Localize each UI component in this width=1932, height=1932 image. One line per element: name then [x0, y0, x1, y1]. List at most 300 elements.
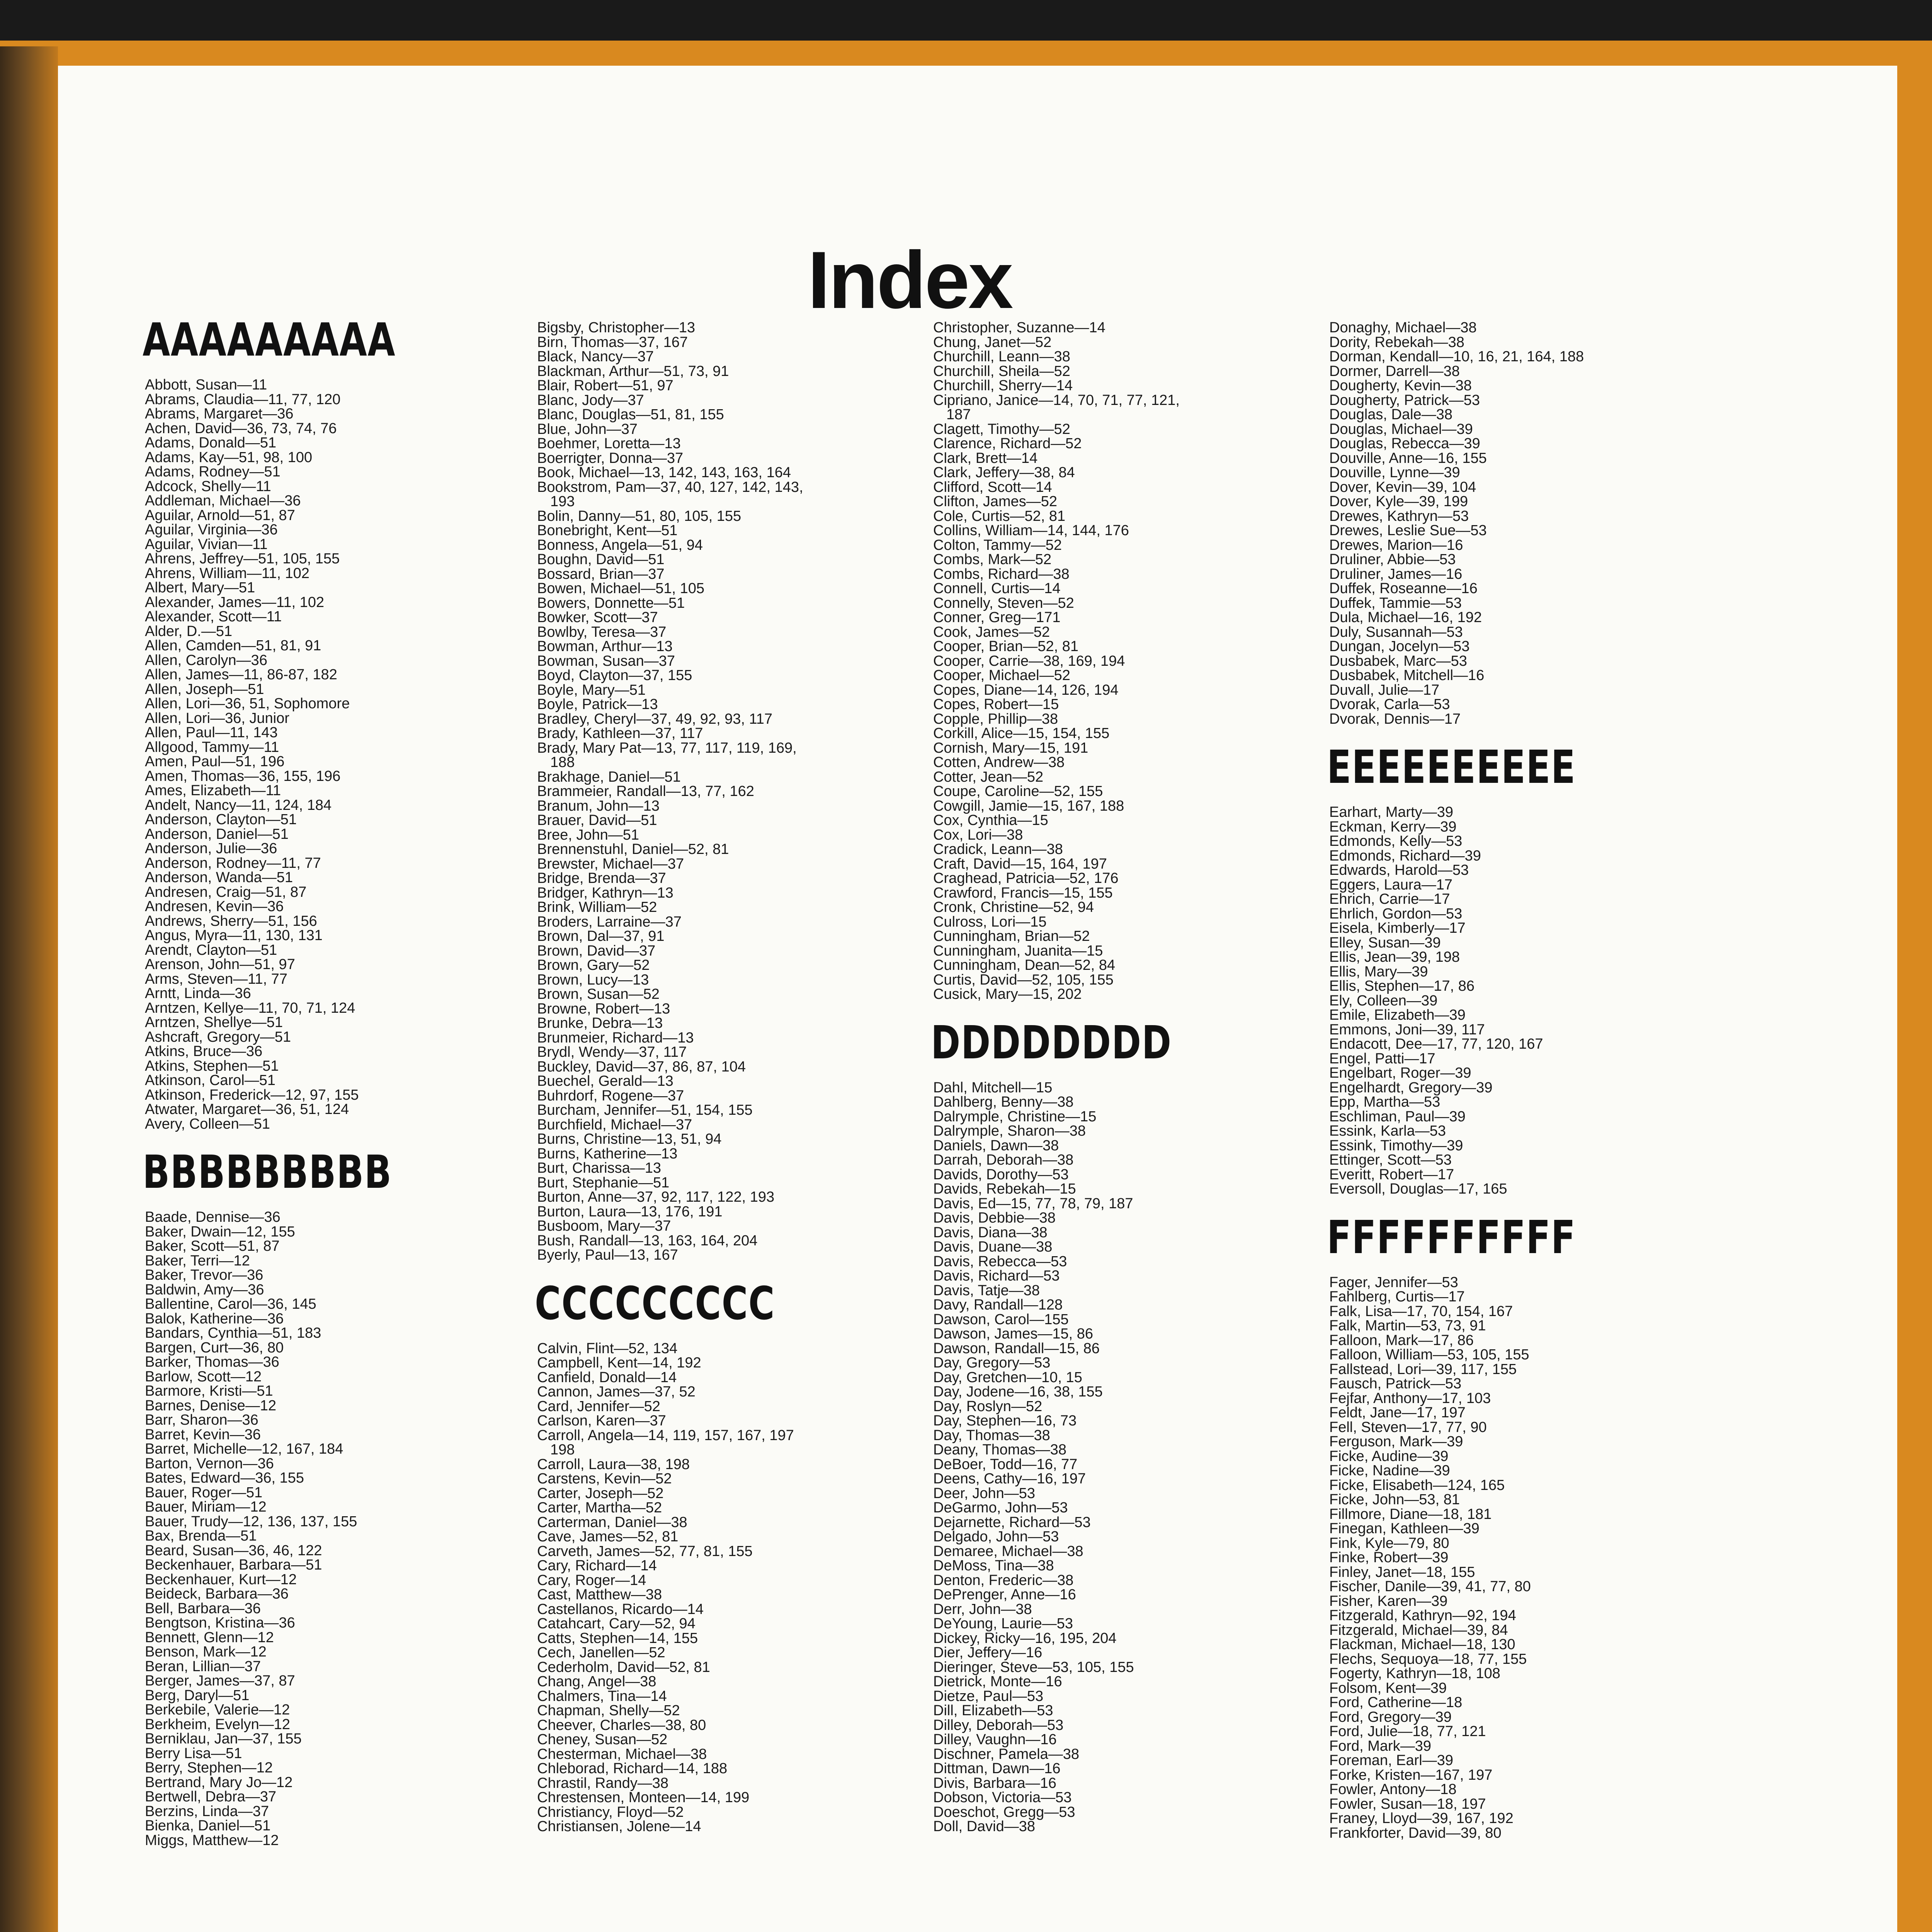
index-entry: Catahcart, Cary—52, 94: [537, 1616, 696, 1632]
index-entry: Christiansen, Jolene—14: [537, 1818, 701, 1835]
index-entry: Baker, Terri—12: [145, 1252, 250, 1269]
index-entry: DeMoss, Tina—38: [933, 1558, 1054, 1574]
index-entry: Chrastil, Randy—38: [537, 1775, 669, 1791]
index-entry: Brown, Gary—52: [537, 957, 650, 973]
index-entry: Fager, Jennifer—53: [1329, 1274, 1458, 1291]
index-entry: Boyle, Patrick—13: [537, 696, 658, 713]
section-c-entries: [537, 1342, 923, 1834]
index-entry: Crawford, Francis—15, 155: [933, 884, 1113, 901]
index-entry: Duvall, Julie—17: [1329, 682, 1440, 698]
index-entry: Andresen, Kevin—36: [145, 898, 284, 915]
index-entry: Beran, Lillian—37: [145, 1658, 261, 1675]
index-entry: Balok, Katherine—36: [145, 1310, 284, 1327]
index-entry: Adams, Donald—51: [145, 435, 277, 451]
index-entry: Amen, Thomas—36, 155, 196: [145, 768, 341, 784]
index-entry: Abrams, Claudia—11, 77, 120: [145, 391, 341, 408]
index-entry: Ames, Elizabeth—11: [145, 782, 281, 799]
index-entry: Cotter, Jean—52: [933, 769, 1044, 785]
index-entry: Brady, Mary Pat—13, 77, 117, 119, 169,: [537, 740, 797, 756]
index-entry: Ballentine, Carol—36, 145: [145, 1296, 316, 1312]
index-entry: Allen, Lori—36, Junior: [145, 710, 289, 726]
index-entry: Connell, Curtis—14: [933, 580, 1061, 597]
index-entry: Clark, Jeffery—38, 84: [933, 464, 1075, 481]
index-entry: Atwater, Margaret—36, 51, 124: [145, 1101, 349, 1117]
index-entry: Boyd, Clayton—37, 155: [537, 667, 692, 684]
index-entry: Engelhardt, Gregory—39: [1329, 1079, 1493, 1096]
index-entry: Adams, Kay—51, 98, 100: [145, 449, 313, 466]
index-entry: Burns, Katherine—13: [537, 1145, 678, 1162]
index-entry: Brown, David—37: [537, 942, 656, 959]
index-entry: Douville, Anne—16, 155: [1329, 450, 1487, 466]
index-entry: Druliner, Abbie—53: [1329, 551, 1456, 568]
index-entry: 198: [550, 1442, 575, 1458]
index-entry: Dieringer, Steve—53, 105, 155: [933, 1659, 1134, 1675]
index-entry: Donaghy, Michael—38: [1329, 320, 1477, 336]
index-entry: Baade, Dennise—36: [145, 1209, 281, 1225]
index-entry: Brunmeier, Richard—13: [537, 1029, 694, 1046]
index-entry: Brown, Susan—52: [537, 986, 660, 1002]
index-entry: Brauer, David—51: [537, 812, 657, 828]
index-entry: Barlow, Scott—12: [145, 1368, 262, 1385]
index-entry: Foreman, Earl—39: [1329, 1752, 1454, 1769]
index-entry: Ficke, Nadine—39: [1329, 1463, 1450, 1479]
index-entry: Fell, Steven—17, 77, 90: [1329, 1419, 1487, 1435]
index-entry: Bienka, Daniel—51: [145, 1818, 271, 1834]
index-entry: Blanc, Douglas—51, 81, 155: [537, 406, 724, 423]
index-entry: Dover, Kevin—39, 104: [1329, 479, 1476, 495]
index-entry: Epp, Martha—53: [1329, 1094, 1440, 1110]
index-entry: Cederholm, David—52, 81: [537, 1659, 710, 1675]
index-entry: Dilley, Vaughn—16: [933, 1731, 1057, 1748]
index-entry: Edmonds, Richard—39: [1329, 847, 1481, 864]
index-entry: Cave, James—52, 81: [537, 1529, 679, 1545]
index-entry: Ellis, Stephen—17, 86: [1329, 978, 1475, 994]
index-entry: Davis, Diana—38: [933, 1224, 1048, 1241]
index-entry: Cheney, Susan—52: [537, 1731, 668, 1748]
index-entry: Day, Jodene—16, 38, 155: [933, 1384, 1103, 1400]
index-entry: Ettinger, Scott—53: [1329, 1152, 1452, 1168]
index-entry: Beideck, Barbara—36: [145, 1586, 289, 1602]
index-entry: Fitzgerald, Kathryn—92, 194: [1329, 1607, 1516, 1624]
index-entry: Druliner, James—16: [1329, 566, 1463, 582]
index-entry: Brown, Dal—37, 91: [537, 928, 665, 944]
index-entry: Aguilar, Vivian—11: [145, 536, 268, 553]
index-entry: Brakhage, Daniel—51: [537, 769, 681, 785]
index-entry: Dill, Elizabeth—53: [933, 1702, 1053, 1719]
index-entry: Day, Roslyn—52: [933, 1398, 1043, 1415]
index-entry: Amen, Paul—51, 196: [145, 753, 285, 770]
index-entry: Dahl, Mitchell—15: [933, 1079, 1053, 1096]
index-entry: Carroll, Angela—14, 119, 157, 167, 197: [537, 1427, 794, 1444]
index-entry: Bigsby, Christopher—13: [537, 320, 696, 336]
index-entry: Collins, William—14, 144, 176: [933, 522, 1129, 539]
index-entry: Beckenhauer, Kurt—12: [145, 1571, 297, 1588]
index-entry: Andresen, Craig—51, 87: [145, 884, 307, 900]
index-entry: Engelbart, Roger—39: [1329, 1065, 1471, 1081]
index-entry: Cusick, Mary—15, 202: [933, 986, 1082, 1002]
index-entry: Day, Thomas—38: [933, 1427, 1050, 1444]
index-entry: Craft, David—15, 164, 197: [933, 855, 1107, 872]
index-entry: Doeschot, Gregg—53: [933, 1804, 1075, 1820]
index-entry: Colton, Tammy—52: [933, 537, 1062, 553]
index-column-4: [1329, 321, 1716, 1840]
index-entry: Blackman, Arthur—51, 73, 91: [537, 363, 729, 379]
index-entry: Copes, Robert—15: [933, 696, 1059, 713]
index-entry: Allen, Carolyn—36: [145, 652, 267, 668]
index-entry: Ehrlich, Gordon—53: [1329, 905, 1463, 922]
index-entry: Arntzen, Shellye—51: [145, 1014, 283, 1031]
index-entry: Adams, Rodney—51: [145, 464, 281, 480]
index-entry: Fink, Kyle—79, 80: [1329, 1535, 1449, 1551]
index-entry: Chapman, Shelly—52: [537, 1702, 680, 1719]
index-entry: Burt, Charissa—13: [537, 1160, 662, 1176]
index-entry: Fogerty, Kathryn—18, 108: [1329, 1665, 1500, 1682]
index-entry: Chalmers, Tina—14: [537, 1688, 667, 1704]
index-entry: Bowlby, Teresa—37: [537, 624, 667, 640]
section-f-entries: [1329, 1276, 1716, 1841]
index-entry: Bertrand, Mary Jo—12: [145, 1774, 293, 1791]
index-entry: Arenson, John—51, 97: [145, 956, 295, 973]
index-entry: Addleman, Michael—36: [145, 493, 301, 509]
index-entry: Flackman, Michael—18, 130: [1329, 1636, 1515, 1653]
index-entry: Ahrens, William—11, 102: [145, 565, 310, 582]
index-entry: Bengtson, Kristina—36: [145, 1615, 295, 1631]
index-entry: Finegan, Kathleen—39: [1329, 1520, 1480, 1537]
index-entry: Fausch, Patrick—53: [1329, 1376, 1462, 1392]
index-entry: Duffek, Roseanne—16: [1329, 580, 1478, 597]
index-entry: Bandars, Cynthia—51, 183: [145, 1325, 321, 1341]
index-entry: Cook, James—52: [933, 624, 1050, 640]
index-entry: Andelt, Nancy—11, 124, 184: [145, 797, 332, 813]
index-entry: Cowgill, Jamie—15, 167, 188: [933, 798, 1124, 814]
index-entry: Davis, Ed—15, 77, 78, 79, 187: [933, 1195, 1133, 1212]
index-entry: Dawson, Carol—155: [933, 1311, 1069, 1328]
index-entry: Brydl, Wendy—37, 117: [537, 1044, 687, 1060]
index-entry: Ellis, Mary—39: [1329, 963, 1428, 980]
index-entry: Christiancy, Floyd—52: [537, 1804, 684, 1820]
index-entry: Falloon, Mark—17, 86: [1329, 1332, 1474, 1349]
index-entry: Dalrymple, Sharon—38: [933, 1123, 1086, 1139]
index-entry: Edmonds, Kelly—53: [1329, 833, 1463, 849]
index-entry: Cole, Curtis—52, 81: [933, 508, 1066, 524]
section-heading-e: EEEEEEEEEE: [1327, 744, 1576, 790]
index-entry: Burcham, Jennifer—51, 154, 155: [537, 1102, 753, 1118]
index-entry: Burt, Stephanie—51: [537, 1174, 670, 1191]
index-entry: Davids, Dorothy—53: [933, 1166, 1069, 1183]
index-entry: Dahlberg, Benny—38: [933, 1094, 1074, 1110]
index-entry: Carlson, Karen—37: [537, 1413, 666, 1429]
index-entry: Burchfield, Michael—37: [537, 1116, 692, 1133]
index-entry: Fahlberg, Curtis—17: [1329, 1289, 1465, 1305]
index-entry: Daniels, Dawn—38: [933, 1137, 1059, 1154]
index-entry: Davis, Tatje—38: [933, 1282, 1040, 1299]
index-entry: Dougherty, Kevin—38: [1329, 378, 1472, 394]
index-entry: Brammeier, Randall—13, 77, 162: [537, 783, 754, 799]
index-entry: Cunningham, Juanita—15: [933, 942, 1103, 959]
index-entry: Berkebile, Valerie—12: [145, 1702, 290, 1718]
index-entry: Bowman, Susan—37: [537, 653, 675, 669]
index-entry: Folsom, Kent—39: [1329, 1680, 1447, 1696]
index-entry: Eggers, Laura—17: [1329, 876, 1452, 893]
index-entry: Adcock, Shelly—11: [145, 478, 271, 495]
index-entry: Dority, Rebekah—38: [1329, 334, 1464, 350]
index-entry: Bennett, Glenn—12: [145, 1629, 274, 1646]
index-entry: Byerly, Paul—13, 167: [537, 1247, 678, 1263]
index-entry: Abrams, Margaret—36: [145, 406, 294, 422]
index-entry: Bush, Randall—13, 163, 164, 204: [537, 1232, 758, 1249]
index-entry: Cheever, Charles—38, 80: [537, 1717, 706, 1733]
index-entry: Falloon, William—53, 105, 155: [1329, 1347, 1529, 1363]
index-entry: Essink, Karla—53: [1329, 1123, 1446, 1139]
index-entry: Baker, Dwain—12, 155: [145, 1223, 295, 1240]
index-entry: Drewes, Marion—16: [1329, 537, 1463, 553]
index-entry: Catts, Stephen—14, 155: [537, 1630, 698, 1646]
index-entry: Bertwell, Debra—37: [145, 1789, 277, 1805]
index-entry: Douglas, Michael—39: [1329, 421, 1473, 437]
index-entry: Campbell, Kent—14, 192: [537, 1355, 701, 1371]
index-entry: Duffek, Tammie—53: [1329, 595, 1462, 611]
index-entry: Berniklau, Jan—37, 155: [145, 1731, 302, 1747]
index-entry: Falk, Lisa—17, 70, 154, 167: [1329, 1303, 1513, 1320]
index-entry: Dvorak, Carla—53: [1329, 696, 1450, 713]
index-entry: Beard, Susan—36, 46, 122: [145, 1542, 322, 1559]
index-entry: Burton, Anne—37, 92, 117, 122, 193: [537, 1189, 775, 1205]
index-entry: Barr, Sharon—36: [145, 1412, 259, 1428]
index-entry: Fillmore, Diane—18, 181: [1329, 1506, 1492, 1522]
index-entry: Cotten, Andrew—38: [933, 754, 1065, 770]
index-entry: Barton, Vernon—36: [145, 1455, 274, 1472]
index-entry: Baldwin, Amy—36: [145, 1281, 264, 1298]
index-entry: Divis, Barbara—16: [933, 1775, 1056, 1791]
index-entry: Bridge, Brenda—37: [537, 870, 666, 886]
index-entry: Dobson, Victoria—53: [933, 1789, 1072, 1806]
index-entry: Davis, Duane—38: [933, 1239, 1053, 1255]
book-spine: [0, 46, 58, 1932]
index-entry: Flechs, Sequoya—18, 77, 155: [1329, 1651, 1527, 1667]
index-entry: Bookstrom, Pam—37, 40, 127, 142, 143,: [537, 479, 803, 495]
index-entry: Fejfar, Anthony—17, 103: [1329, 1390, 1491, 1406]
index-entry: Chesterman, Michael—38: [537, 1746, 707, 1762]
index-entry: Dusbabek, Marc—53: [1329, 653, 1467, 669]
index-entry: Bridger, Kathryn—13: [537, 884, 673, 901]
index-entry: Bonness, Angela—51, 94: [537, 537, 703, 553]
index-entry: Anderson, Daniel—51: [145, 826, 289, 842]
index-entry: Dittman, Dawn—16: [933, 1760, 1061, 1777]
index-entry: Copes, Diane—14, 126, 194: [933, 682, 1119, 698]
section-d-entries: [933, 1081, 1320, 1834]
section-a-entries: [145, 378, 531, 1131]
index-entry: Bax, Brenda—51: [145, 1528, 257, 1544]
index-entry: Allen, James—11, 86-87, 182: [145, 667, 337, 683]
index-entry: Allen, Paul—11, 143: [145, 724, 278, 741]
section-heading-c: CCCCCCCCC: [535, 1280, 775, 1326]
index-entry: Ashcraft, Gregory—51: [145, 1029, 291, 1045]
index-entry: Bauer, Trudy—12, 136, 137, 155: [145, 1513, 357, 1530]
index-entry: Dischner, Pamela—38: [933, 1746, 1080, 1762]
index-column-3: [933, 321, 1320, 1834]
index-entry: Ficke, Audine—39: [1329, 1448, 1449, 1464]
index-entry: Browne, Robert—13: [537, 1000, 670, 1017]
index-entry: Brink, William—52: [537, 899, 657, 915]
index-entry: Drewes, Kathryn—53: [1329, 508, 1469, 524]
index-entry: Blue, John—37: [537, 421, 638, 437]
index-entry: Edwards, Harold—53: [1329, 862, 1469, 878]
index-entry: Blair, Robert—51, 97: [537, 378, 673, 394]
index-entry: Connelly, Steven—52: [933, 595, 1074, 611]
index-entry: Fischer, Danile—39, 41, 77, 80: [1329, 1578, 1531, 1595]
index-entry: Dilley, Deborah—53: [933, 1717, 1064, 1733]
index-entry: Berkheim, Evelyn—12: [145, 1716, 290, 1733]
index-entry: Angus, Myra—11, 130, 131: [145, 927, 323, 944]
index-entry: Anderson, Rodney—11, 77: [145, 855, 321, 871]
index-entry: Davids, Rebekah—15: [933, 1181, 1076, 1197]
index-entry: Carter, Joseph—52: [537, 1485, 664, 1502]
index-entry: Berry Lisa—51: [145, 1745, 242, 1762]
index-entry: Christopher, Suzanne—14: [933, 320, 1105, 336]
index-entry: Ahrens, Jeffrey—51, 105, 155: [145, 551, 340, 567]
index-entry: Copple, Phillip—38: [933, 711, 1058, 727]
index-entry: Carveth, James—52, 77, 81, 155: [537, 1543, 753, 1560]
index-entry: Bauer, Roger—51: [145, 1484, 263, 1501]
index-entry: Buechel, Gerald—13: [537, 1073, 673, 1089]
index-entry: Ehrich, Carrie—17: [1329, 891, 1450, 907]
index-entry: Brunke, Debra—13: [537, 1015, 663, 1031]
index-entry: Burns, Christine—13, 51, 94: [537, 1131, 722, 1147]
index-entry: Clifford, Scott—14: [933, 479, 1052, 495]
index-entry: Brewster, Michael—37: [537, 855, 684, 872]
index-entry: Dietze, Paul—53: [933, 1688, 1044, 1704]
section-d-entries-continued: [1329, 321, 1716, 726]
index-entry: Culross, Lori—15: [933, 913, 1047, 930]
index-entry: Dormer, Darrell—38: [1329, 363, 1460, 379]
index-entry: Finley, Janet—18, 155: [1329, 1564, 1475, 1580]
index-entry: Buhrdorf, Rogene—37: [537, 1087, 684, 1104]
index-entry: Clark, Brett—14: [933, 450, 1038, 466]
index-entry: Buckley, David—37, 86, 87, 104: [537, 1058, 746, 1075]
index-entry: Ferguson, Mark—39: [1329, 1434, 1463, 1450]
index-entry: Cast, Matthew—38: [537, 1587, 662, 1603]
index-entry: Doll, David—38: [933, 1818, 1035, 1835]
index-entry: Aguilar, Arnold—51, 87: [145, 507, 295, 524]
index-entry: Atkins, Stephen—51: [145, 1058, 279, 1074]
index-entry: Bargen, Curt—36, 80: [145, 1339, 284, 1356]
index-entry: Churchill, Sherry—14: [933, 378, 1073, 394]
index-column-2: [537, 321, 923, 1834]
index-entry: Dungan, Jocelyn—53: [1329, 638, 1470, 655]
index-entry: Bell, Barbara—36: [145, 1600, 261, 1617]
index-entry: Everitt, Robert—17: [1329, 1166, 1454, 1183]
index-entry: Bradley, Cheryl—37, 49, 92, 93, 117: [537, 711, 773, 727]
index-entry: Dickey, Ricky—16, 195, 204: [933, 1630, 1117, 1646]
index-entry: Clarence, Richard—52: [933, 435, 1082, 452]
index-entry: Bauer, Miriam—12: [145, 1499, 267, 1515]
index-entry: Bowen, Michael—51, 105: [537, 580, 705, 597]
index-entry: Chung, Janet—52: [933, 334, 1052, 350]
index-entry: Dier, Jeffery—16: [933, 1645, 1043, 1661]
index-entry: Eversoll, Douglas—17, 165: [1329, 1181, 1507, 1197]
index-entry: Ford, Catherine—18: [1329, 1694, 1463, 1711]
index-entry: Avery, Colleen—51: [145, 1116, 270, 1132]
index-entry: Baker, Scott—51, 87: [145, 1238, 280, 1254]
index-entry: Allen, Camden—51, 81, 91: [145, 638, 321, 654]
index-entry: Black, Nancy—37: [537, 349, 654, 365]
index-entry: Darrah, Deborah—38: [933, 1152, 1074, 1168]
index-entry: Craghead, Patricia—52, 176: [933, 870, 1119, 886]
index-entry: Barker, Thomas—36: [145, 1354, 279, 1370]
index-entry: Fitzgerald, Michael—39, 84: [1329, 1622, 1508, 1638]
index-entry: Bolin, Danny—51, 80, 105, 155: [537, 508, 742, 524]
index-entry: Combs, Mark—52: [933, 551, 1052, 568]
index-entry: Earhart, Marty—39: [1329, 804, 1453, 820]
index-entry: Allen, Lori—36, 51, Sophomore: [145, 696, 350, 712]
index-entry: Alexander, Scott—11: [145, 609, 282, 625]
index-entry: Dvorak, Dennis—17: [1329, 711, 1461, 727]
index-entry: Cox, Cynthia—15: [933, 812, 1048, 828]
index-entry: Branum, John—13: [537, 798, 660, 814]
index-entry: Carter, Martha—52: [537, 1500, 662, 1516]
section-heading-d: DDDDDDDD: [931, 1019, 1172, 1065]
page-title: Index: [808, 235, 1012, 325]
index-entry: Abbott, Susan—11: [145, 377, 267, 393]
index-entry: 187: [946, 406, 971, 423]
index-entry: Dover, Kyle—39, 199: [1329, 493, 1468, 510]
index-entry: Anderson, Wanda—51: [145, 869, 293, 886]
index-entry: Carterman, Daniel—38: [537, 1514, 687, 1531]
index-entry: Essink, Timothy—39: [1329, 1137, 1463, 1154]
index-entry: Dorman, Kendall—10, 16, 21, 164, 188: [1329, 349, 1584, 365]
index-entry: Brady, Kathleen—37, 117: [537, 725, 703, 742]
index-entry: Aguilar, Virginia—36: [145, 522, 278, 538]
index-entry: Cary, Roger—14: [537, 1572, 646, 1588]
index-entry: Cooper, Michael—52: [933, 667, 1070, 684]
index-entry: Albert, Mary—51: [145, 580, 255, 596]
index-entry: Corkill, Alice—15, 154, 155: [933, 725, 1110, 742]
index-entry: Frankforter, David—39, 80: [1329, 1825, 1502, 1841]
index-entry: Dalrymple, Christine—15: [933, 1108, 1097, 1125]
index-entry: Blanc, Jody—37: [537, 392, 644, 408]
index-entry: Beckenhauer, Barbara—51: [145, 1557, 322, 1573]
index-entry: Berger, James—37, 87: [145, 1673, 295, 1689]
section-e-entries: [1329, 805, 1716, 1197]
index-entry: Arms, Steven—11, 77: [145, 971, 287, 987]
index-entry: Eckman, Kerry—39: [1329, 818, 1457, 835]
index-entry: Clagett, Timothy—52: [933, 421, 1070, 437]
index-entry: Berzins, Linda—37: [145, 1803, 269, 1820]
index-entry: Barret, Michelle—12, 167, 184: [145, 1441, 344, 1457]
index-entry: Ellis, Jean—39, 198: [1329, 949, 1460, 965]
index-entry: Bates, Edward—36, 155: [145, 1470, 304, 1486]
index-entry: Barret, Kevin—36: [145, 1426, 261, 1443]
index-entry: Engel, Patti—17: [1329, 1050, 1435, 1067]
index-entry: Birn, Thomas—37, 167: [537, 334, 688, 350]
index-column-1: [145, 317, 531, 1848]
index-entry: Churchill, Leann—38: [933, 349, 1070, 365]
index-entry: Cipriano, Janice—14, 70, 71, 77, 121,: [933, 392, 1180, 408]
index-entry: Eschliman, Paul—39: [1329, 1108, 1466, 1125]
section-heading-a: AAAAAAAAA: [143, 317, 396, 362]
index-entry: Brennenstuhl, Daniel—52, 81: [537, 841, 729, 857]
index-entry: Delgado, John—53: [933, 1529, 1059, 1545]
index-entry: Allgood, Tammy—11: [145, 739, 279, 755]
index-entry: Ely, Colleen—39: [1329, 992, 1438, 1009]
index-entry: Falk, Martin—53, 73, 91: [1329, 1318, 1486, 1334]
index-entry: Clifton, James—52: [933, 493, 1058, 510]
index-entry: Emile, Elizabeth—39: [1329, 1007, 1466, 1023]
section-heading-f: FFFFFFFFFF: [1327, 1214, 1576, 1260]
index-entry: Derr, John—38: [933, 1601, 1032, 1617]
index-entry: Conner, Greg—171: [933, 609, 1061, 626]
index-entry: Burton, Laura—13, 176, 191: [537, 1203, 723, 1220]
